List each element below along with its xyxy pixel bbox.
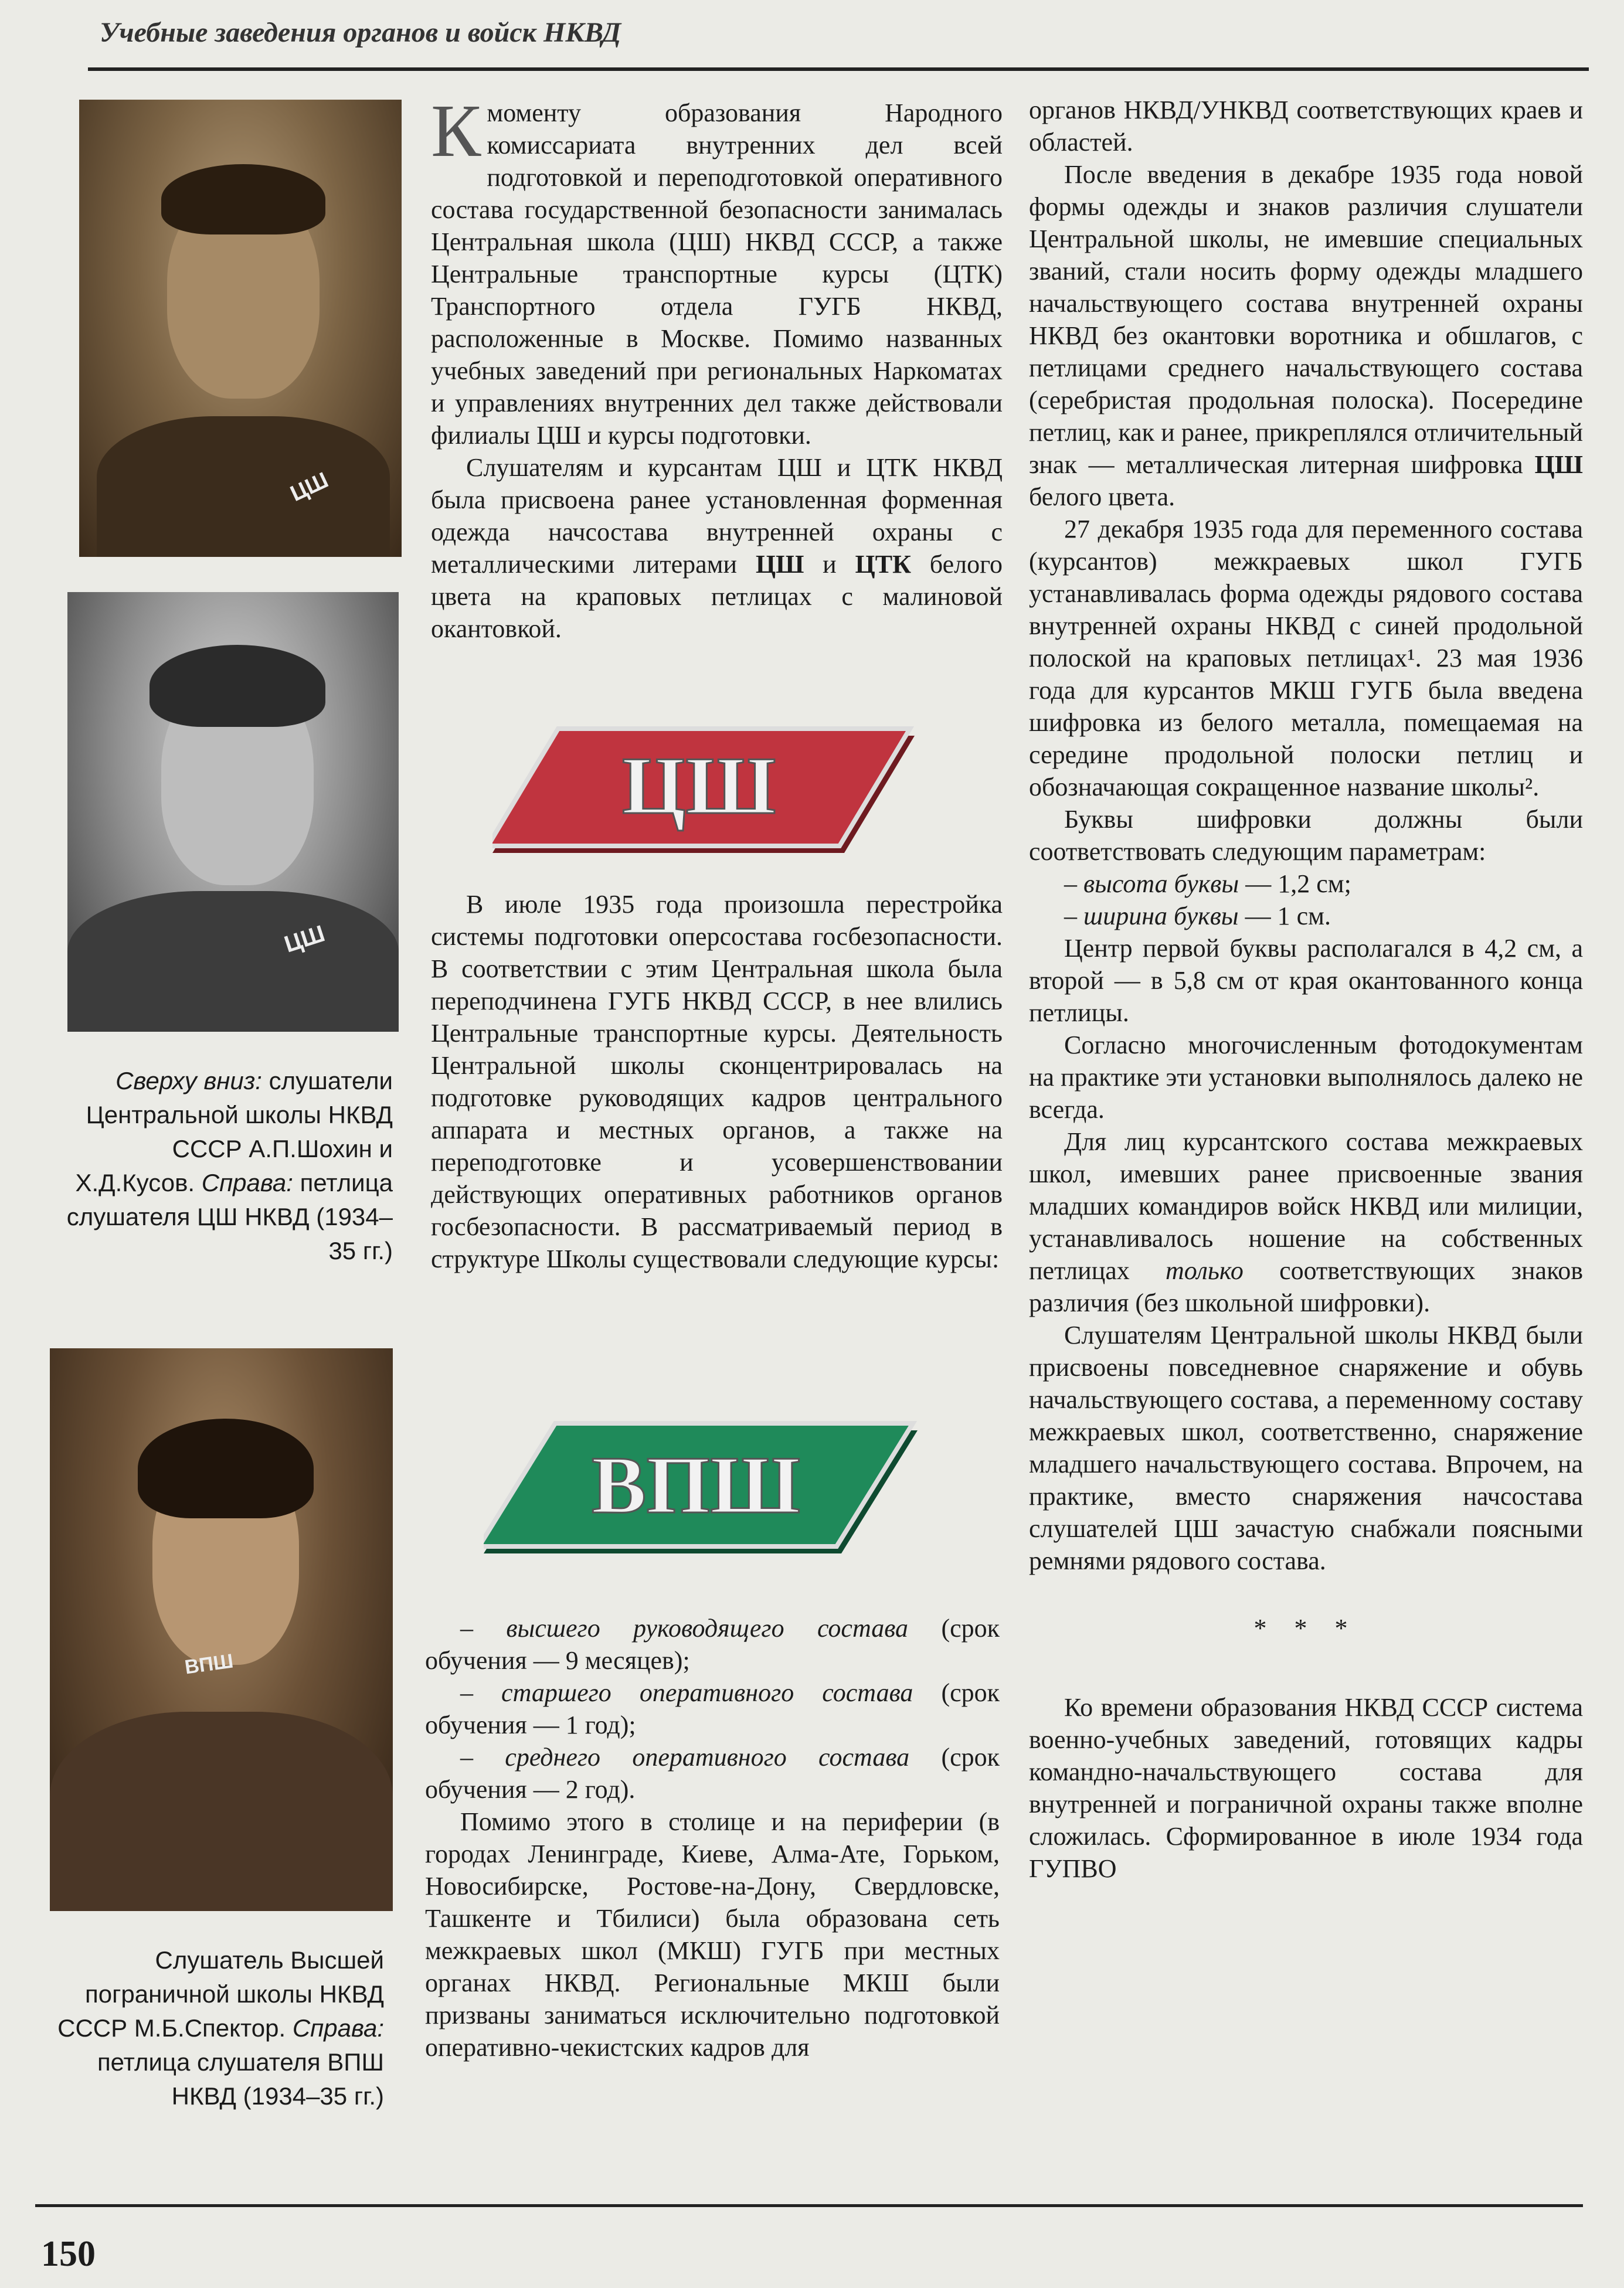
col3.p1_parts-part: После введения в декабре 1935 года новой формы одежды и знаков различия слушатели Центральной школы, не имевшие специальных званий, стали носить форму одежды младшего начальствующего состава внутренней охраны НКВД без окантовки воротника и обшлагов, с петлицами среднего начальствующего состава (серебристая продольная полоска). Посередине петлиц, как и ранее, прикреплялся отличительный знак — металлическая литерная шифровка xyxy=(1029,160,1583,479)
para-center: Центр первой буквы располагался в 4,2 см, а второй — в 5,8 см от края окантованного конца петлицы. xyxy=(1029,934,1583,1027)
para-mksh: Помимо этого в столице и на периферии (в городах Ленинграде, Киеве, Алма-Ате, Горьком, Новосибирске, Ростове-на-Дону, Свердловске, Ташкенте и Тбилиси) была образована сеть межкраевых школ (МКШ) ГУГБ при местных органах НКВД. Региональные МКШ были призваны заниматься исключительно подготовкой оперативно-чекистских кадров для xyxy=(425,1807,1000,2062)
para-equipment: Слушателям Центральной школы НКВД были присвоены повседневное снаряжение и обувь начальствующего состава, а переменному составу межкраевых школ, соответственно, снаряжение младшего начальствующего состава. Впрочем, на практике, вместо снаряжения начсостава слушателей ЦШ зачастую снабжали поясными ремнями рядового состава. xyxy=(1029,1321,1583,1575)
collar-tab: ЦШ xyxy=(281,920,328,958)
para-photodocs: Согласно многочисленным фотодокументам на практике эти установки выполнялось далеко не всегда. xyxy=(1029,1031,1583,1124)
page-number: 150 xyxy=(41,2234,96,2274)
drop-cap: К xyxy=(431,89,481,172)
caption-top-text xyxy=(67,1067,393,1264)
list-item-detail: — 1,2 см; xyxy=(1239,869,1351,898)
para-continuation: органов НКВД/УНКВД соответствующих краев и областей. xyxy=(1029,96,1583,157)
para-nkvd-formation: Ко времени образования НКВД СССР система военно-учебных заведений, готовящих кадры командно-начальствующего состава для внутренней и пограничной охраны также вполне сложилась. Сформированное в июле 1934 года ГУПВО xyxy=(1029,1693,1583,1883)
col2.p2_parts-part: и xyxy=(804,550,855,579)
hair xyxy=(138,1419,314,1518)
col2.p2_parts-part: Слушателям и курсантам ЦШ и ЦТК НКВД была присвоена ранее установленная форменная одежда начсостава внутренней охраны с металлическими литерами xyxy=(431,453,1003,579)
caption-top xyxy=(59,1064,393,1268)
badge-vpsh-text: ВПШ xyxy=(591,1440,801,1531)
column-middle-lower xyxy=(431,888,1003,1275)
para-uniform xyxy=(431,451,1003,645)
section-divider: * * * xyxy=(1253,1614,1358,1643)
top-rule xyxy=(88,67,1589,71)
col3.p1_parts-part: белого цвета. xyxy=(1029,482,1175,511)
photo-spektor xyxy=(50,1348,393,1911)
captions.bottom_parts-part: Справа: xyxy=(292,2014,384,2042)
badge-cs xyxy=(492,724,915,865)
para-reorg: В июле 1935 года произошла перестройка системы подготовки оперсостава госбезопасности. В соответствии с этим Центральная школа была переподчинена ГУГБ НКВД СССР, в нее влились Центральные транспортные курсы. Деятельность Центральной школы сконцентрировалась на подготовке руководящих кадров центрального аппарата и местных органов, а также на переподготовке и усовершенствовании действующих оперативных работников органов госбезопасности. В рассматриваемый период в структуре Школы существовали следующие курсы: xyxy=(431,890,1003,1273)
collar-tab: ЦШ xyxy=(287,468,332,507)
col2.p2_parts-part: ЦШ xyxy=(755,550,804,579)
hair xyxy=(150,645,325,727)
para-cadets xyxy=(1029,1126,1583,1319)
captions.top_parts-part: Сверху вниз: xyxy=(115,1067,262,1094)
column-middle xyxy=(431,89,1003,645)
badge-vpsh xyxy=(484,1419,918,1565)
column-right xyxy=(1029,94,1583,1885)
photo-kusov xyxy=(67,592,399,1032)
hair xyxy=(161,164,325,234)
list-item-term: – высшего руководящего состава xyxy=(460,1614,909,1643)
list-item-term: – ширина буквы xyxy=(1064,902,1239,930)
list-item xyxy=(425,1612,1000,1677)
captions.top_parts-part: петлица слушателя ЦШ НКВД (1934–35 гг.) xyxy=(66,1169,393,1264)
tunic xyxy=(50,1712,393,1911)
list-item-term: – высота буквы xyxy=(1064,869,1239,898)
running-header: Учебные заведения органов и войск НКВД xyxy=(100,17,621,48)
para-27-december: 27 декабря 1935 года для переменного состава (курсантов) межкраевых школ ГУГБ устанавливалась форма одежды рядового состава внутренней охраны НКВД с синей продольной полоской на краповых петлицах¹. 23 мая 1936 года для курсантов МКШ ГУГБ была введена шифровка из белого металла, помещаемая на середине продольной полоски петлиц и обозначающая сокращенное название школы². xyxy=(1029,515,1583,801)
caption-bottom-text xyxy=(57,1946,384,2110)
para-intro xyxy=(431,89,1003,451)
collar-tab: ВПШ xyxy=(183,1650,235,1679)
col2.p2_parts-part: белого цвета на краповых петлицах с малиновой окантовкой. xyxy=(431,550,1003,643)
captions.top_parts-part: Справа: xyxy=(201,1169,293,1196)
list-item-term: – старшего оперативного состава xyxy=(460,1678,913,1707)
list-item-detail: — 1 см. xyxy=(1238,902,1331,930)
caption-bottom xyxy=(47,1943,384,2113)
col2.p2_parts-part: ЦТК xyxy=(855,550,911,579)
captions.top_parts-part: слушатели Центральной школы НКВД СССР А.П.Шохин и Х.Д.Кусов. xyxy=(75,1067,393,1196)
bottom-rule xyxy=(35,2204,1583,2207)
params-list xyxy=(1029,868,1583,932)
list-item xyxy=(425,1741,1000,1806)
badge-cs-text: ЦШ xyxy=(621,740,776,831)
col3.p1_parts-part: ЦШ xyxy=(1534,450,1583,479)
col3.p6_parts-part: соответствующих знаков различия (без школьной шифровки). xyxy=(1029,1256,1583,1317)
tunic xyxy=(97,416,390,557)
column-middle-bottom xyxy=(425,1612,1000,2063)
list-item-detail: (срок обучения — 1 год); xyxy=(425,1678,1000,1739)
list-item xyxy=(425,1677,1000,1741)
list-item xyxy=(1029,868,1583,900)
para-letters: Буквы шифровки должны были соответствовать следующим параметрам: xyxy=(1029,805,1583,866)
col3.p6_parts-part: только xyxy=(1166,1256,1244,1285)
captions.bottom_parts-part: Слушатель Высшей пограничной школы НКВД СССР М.Б.Спектор. xyxy=(57,1946,384,2042)
list-item-detail: (срок обучения — 2 год). xyxy=(425,1743,1000,1804)
captions.bottom_parts-part: петлица слушателя ВПШ НКВД (1934–35 гг.) xyxy=(97,2048,384,2110)
list-item-detail: (срок обучения — 9 месяцев); xyxy=(425,1614,1000,1675)
course-list xyxy=(425,1612,1000,1806)
list-item-term: – среднего оперативного состава xyxy=(460,1743,910,1772)
tunic xyxy=(67,891,399,1032)
para-intro-text: моменту образования Народного комиссариата внутренних дел всей подготовкой и переподготовкой оперативного состава государственной безопасности занималась Центральная школа (ЦШ) НКВД СССР, а также Центральные транспортные курсы (ЦТК) Транспортного отдела ГУГБ НКВД, расположенные в Москве. Помимо названных учебных заведений при региональных Наркоматах и управлениях внутренних дел также действовали филиалы ЦШ и курсы подготовки. xyxy=(431,98,1003,450)
para-december xyxy=(1029,158,1583,513)
list-item xyxy=(1029,900,1583,932)
col3.p6_parts-part: Для лиц курсантского состава межкраевых школ, имевших ранее присвоенные звания младших командиров войск НКВД или милиции, устанавливалось ношение на собственных петлицах xyxy=(1029,1127,1583,1285)
photo-shokhin xyxy=(79,100,402,557)
